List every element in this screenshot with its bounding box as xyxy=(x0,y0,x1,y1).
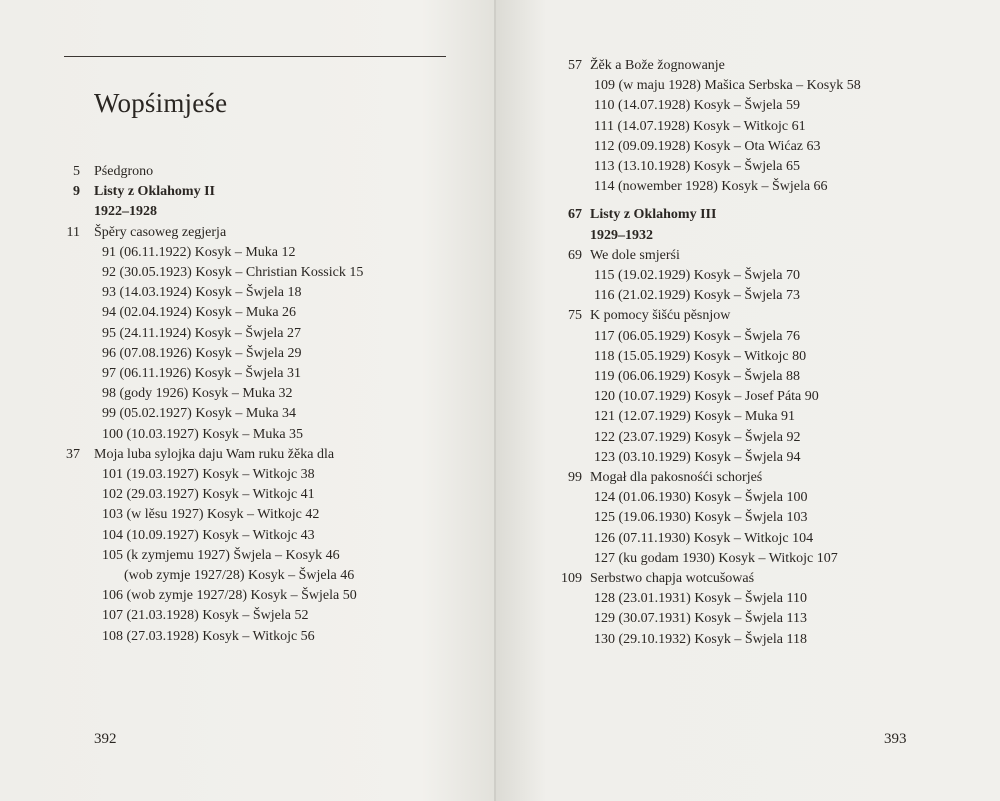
toc-entry-text: 94 (02.04.1924) Kosyk – Muka 26 xyxy=(102,305,297,321)
toc-entry-text: 115 (19.02.1929) Kosyk – Šwjela 70 xyxy=(594,268,800,283)
toc-page-number: 37 xyxy=(66,446,80,462)
toc-page-number: 5 xyxy=(73,164,80,179)
page-title: Wopśimjeśe xyxy=(94,88,228,118)
toc-entry-text: 1929–1932 xyxy=(590,227,653,243)
toc-entry-text: 120 (10.07.1929) Kosyk – Josef Páta 90 xyxy=(594,389,819,405)
toc-entry-text: 92 (30.05.1923) Kosyk – Christian Kossick 15 xyxy=(102,265,364,280)
toc-entry-text: 122 (23.07.1929) Kosyk – Šwjela 92 xyxy=(594,429,801,445)
toc-entry-text: 124 (01.06.1930) Kosyk – Šwjela 100 xyxy=(594,490,808,506)
toc-entry-text: 126 (07.11.1930) Kosyk – Witkojc 104 xyxy=(594,530,814,546)
toc-entry-text: Listy z Oklahomy II xyxy=(94,184,215,200)
toc-entry-text: 121 (12.07.1929) Kosyk – Muka 91 xyxy=(594,409,796,425)
toc-page-number: 69 xyxy=(568,247,582,263)
toc-entry-text: 119 (06.06.1929) Kosyk – Šwjela 88 xyxy=(594,369,800,384)
toc-entry-text: Serbstwo chapja wotcušowaś xyxy=(590,571,755,586)
toc-page-number: 67 xyxy=(568,207,582,223)
toc-entry-text: 102 (29.03.1927) Kosyk – Witkojc 41 xyxy=(102,487,315,503)
toc-entry-text: 1922–1928 xyxy=(94,204,157,220)
toc-entry-text: 130 (29.10.1932) Kosyk – Šwjela 118 xyxy=(594,631,807,647)
toc-entry-text: 114 (nowember 1928) Kosyk – Šwjela 66 xyxy=(594,179,828,195)
toc-page-number: 99 xyxy=(568,470,582,485)
toc-entry-text: 105 (k zymjemu 1927) Šwjela – Kosyk 46 xyxy=(102,547,340,563)
header-rule xyxy=(64,56,446,57)
toc-entry-text: Listy z Oklahomy III xyxy=(590,207,717,223)
toc-entry-text: 109 (w maju 1928) Mašica Serbska – Kosyk 58 xyxy=(594,78,861,94)
toc-page-number: 109 xyxy=(561,571,582,586)
toc-entry-text: 97 (06.11.1926) Kosyk – Šwjela 31 xyxy=(102,366,301,381)
toc-entry-text: Špěry casoweg zegjerja xyxy=(94,224,227,240)
toc-entry-text: Mogał dla pakosnośći schorjeś xyxy=(590,470,763,485)
toc-entry-text: 95 (24.11.1924) Kosyk – Šwjela 27 xyxy=(102,325,301,341)
toc-entry-text: 111 (14.07.1928) Kosyk – Witkojc 61 xyxy=(594,118,806,134)
toc-entry-text: 106 (wob zymje 1927/28) Kosyk – Šwjela 50 xyxy=(102,588,357,604)
toc-entry-text: 99 (05.02.1927) Kosyk – Muka 34 xyxy=(102,406,297,422)
toc-entry-text: 104 (10.09.1927) Kosyk – Witkojc 43 xyxy=(102,527,315,543)
toc-entry-text: 116 (21.02.1929) Kosyk – Šwjela 73 xyxy=(594,288,800,304)
toc-entry-text: 93 (14.03.1924) Kosyk – Šwjela 18 xyxy=(102,285,302,301)
toc-entry-text: Moja luba sylojka daju Wam ruku žěka dla xyxy=(94,446,335,462)
toc-entry-text: 127 (ku godam 1930) Kosyk – Witkojc 107 xyxy=(594,550,838,566)
toc-entry-text: 96 (07.08.1926) Kosyk – Šwjela 29 xyxy=(102,345,302,361)
toc-entry-text: We dole smjerśi xyxy=(590,247,680,263)
left-page xyxy=(0,0,496,801)
toc-entry-text: 108 (27.03.1928) Kosyk – Witkojc 56 xyxy=(102,628,315,644)
toc-entry-text: 100 (10.03.1927) Kosyk – Muka 35 xyxy=(102,426,304,442)
toc-entry-text: 123 (03.10.1929) Kosyk – Šwjela 94 xyxy=(594,449,801,465)
toc-page-number: 57 xyxy=(568,58,582,73)
toc-page-number: 75 xyxy=(568,308,582,324)
toc-entry-text: 98 (gody 1926) Kosyk – Muka 32 xyxy=(102,386,293,402)
page-number-left: 392 xyxy=(94,731,117,747)
toc-page-number: 9 xyxy=(73,184,80,200)
right-page xyxy=(496,0,1000,801)
toc-entry-text: Žěk a Bože žognowanje xyxy=(590,58,725,73)
toc-entry-text: 107 (21.03.1928) Kosyk – Šwjela 52 xyxy=(102,608,309,624)
toc-entry-text: 101 (19.03.1927) Kosyk – Witkojc 38 xyxy=(102,467,315,482)
toc-entry-text: 125 (19.06.1930) Kosyk – Šwjela 103 xyxy=(594,510,808,526)
toc-entry-text: 128 (23.01.1931) Kosyk – Šwjela 110 xyxy=(594,591,807,607)
toc-page-number: 11 xyxy=(66,224,80,240)
toc-entry-text: 118 (15.05.1929) Kosyk – Witkojc 80 xyxy=(594,348,807,364)
toc-entry-text: Pśedgrono xyxy=(94,164,154,179)
toc-entry-text: K pomocy šišću pěsnjow xyxy=(590,308,731,324)
toc-entry-text: 129 (30.07.1931) Kosyk – Šwjela 113 xyxy=(594,611,807,627)
page-number-right: 393 xyxy=(884,731,907,747)
toc-entry-text: 113 (13.10.1928) Kosyk – Šwjela 65 xyxy=(594,159,800,174)
toc-entry-text: 112 (09.09.1928) Kosyk – Ota Wićaz 63 xyxy=(594,138,821,154)
toc-entry-text: 110 (14.07.1928) Kosyk – Šwjela 59 xyxy=(594,98,800,114)
toc-entry-text: 91 (06.11.1922) Kosyk – Muka 12 xyxy=(102,244,296,260)
toc-entry-text: (wob zymje 1927/28) Kosyk – Šwjela 46 xyxy=(124,568,355,583)
toc-entry-text: 117 (06.05.1929) Kosyk – Šwjela 76 xyxy=(594,328,800,344)
toc-entry-text: 103 (w lěsu 1927) Kosyk – Witkojc 42 xyxy=(102,507,320,523)
